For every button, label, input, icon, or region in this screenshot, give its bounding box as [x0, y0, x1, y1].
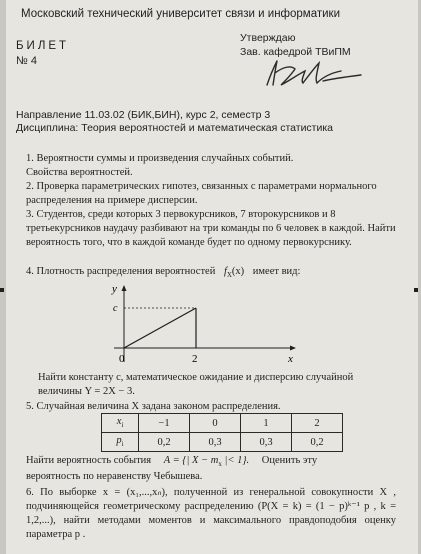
ticket-title: БИЛЕТ — [16, 40, 70, 52]
density-graph — [106, 282, 306, 370]
table-cell-x-1: −1 — [139, 414, 190, 433]
head-of-department-label: Зав. кафедрой ТВиПМ — [240, 46, 351, 58]
question-5-task-line-2: вероятность по неравенству Чебышева. — [26, 471, 203, 482]
question-1-line-2: Свойства вероятностей. — [26, 167, 133, 178]
distribution-table — [101, 413, 343, 452]
university-name: Московский технический университет связи и информатики — [21, 8, 341, 20]
question-5-task-end: Оценить эту — [261, 455, 318, 466]
table-cell-p-4: 0,2 — [292, 433, 343, 452]
question-2: 2. Проверка параметрических гипотез, связанных с параметрами нормального распределения на примере дисперсии. — [26, 181, 377, 206]
edge-mark-right — [414, 288, 418, 292]
question-5-task-line — [26, 455, 396, 468]
question-4-intro — [26, 266, 300, 279]
ticket-number: № 4 — [16, 55, 37, 67]
graph-origin-label: 0 — [119, 353, 125, 365]
table-cell-p-3: 0,3 — [241, 433, 292, 452]
event-formula-end: |< 1}. — [221, 455, 250, 466]
exam-ticket-sheet — [6, 0, 418, 554]
density-symbol: f — [223, 266, 227, 277]
question-5-task-start: Найти вероятность события — [26, 455, 152, 466]
table-cell-p-1: 0,2 — [139, 433, 190, 452]
discipline-line: Дисциплина: Теория вероятностей и математическая статистика — [16, 122, 334, 134]
question-4-tail: имеет вид: — [252, 266, 301, 277]
graph-y-tick-c: c — [113, 303, 118, 314]
table-cell-x-3: 1 — [241, 414, 292, 433]
question-5-text: 5. Случайная величина X задана законом распределения. — [26, 401, 281, 412]
event-formula-subscript: x — [218, 460, 222, 469]
direction-line: Направление 11.03.02 (БИК,БИН), курс 2, семестр 3 — [16, 109, 271, 121]
table-row-p — [102, 433, 343, 452]
density-line — [124, 308, 196, 348]
graph-x-arrow — [290, 346, 296, 351]
question-1-line-1: 1. Вероятности суммы и произведения случайных событий. — [26, 153, 294, 164]
graph-y-arrow — [122, 285, 127, 291]
event-formula: A = {| X − m — [163, 455, 219, 466]
question-4-text: 4. Плотность распределения вероятностей — [26, 266, 216, 277]
table-row-x — [102, 414, 343, 433]
table-cell-x-2: 0 — [190, 414, 241, 433]
graph-x-tick-2: 2 — [192, 353, 198, 365]
graph-y-label: y — [112, 283, 117, 295]
signature — [261, 55, 371, 93]
density-argument: (x) — [231, 266, 245, 277]
density-subscript: X — [226, 271, 232, 280]
table-cell-x-4: 2 — [292, 414, 343, 433]
question-6: 6. По выборке x = (x₁,...,xₙ), полученной из генеральной совокупности X , подчиняющейся геометрическому распределению (P(X = k) = (1 − p)ᵏ⁻¹ p , k = 1,2,...), найти методами моментов и максимального правдоподобия оценку параметра p . — [26, 487, 396, 540]
question-3: 3. Студентов, среди которых 3 первокурсников, 7 второкурсников и 8 третьекурсников наудачу разбивают на три команды по 6 человек в каждой. Найти вероятность того, что в каждой команде будет по одному первокурснику. — [26, 209, 396, 248]
table-cell-p-header: $p_i$ — [102, 433, 139, 452]
graph-x-label: x — [288, 353, 293, 365]
table-cell-p-2: 0,3 — [190, 433, 241, 452]
approve-label: Утверждаю — [240, 32, 296, 44]
question-4-task: Найти константу c, математическое ожидание и дисперсию случайной величины Y = 2X − 3. — [38, 372, 354, 397]
table-cell-x-header: $x_i$ — [102, 414, 139, 433]
edge-mark-left — [0, 288, 4, 292]
